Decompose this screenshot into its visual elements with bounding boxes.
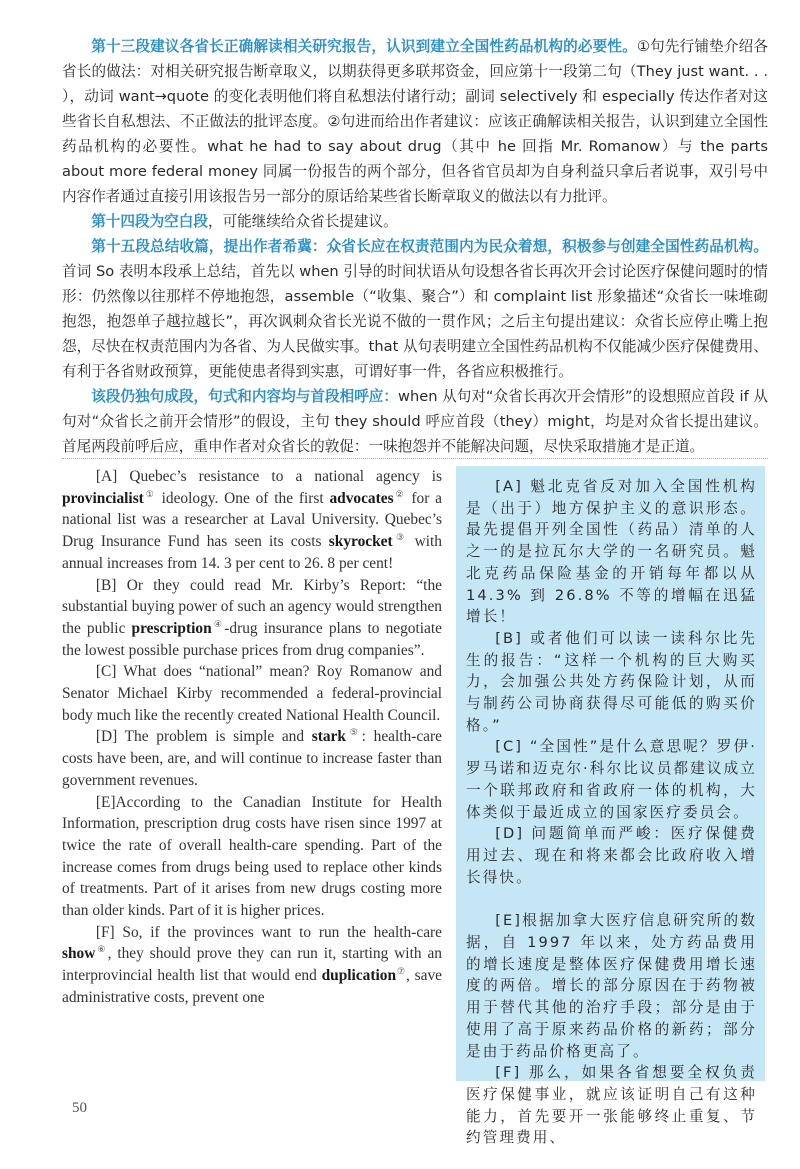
- paragraph-14-body: ，可能继续给众省长提建议。: [207, 213, 398, 230]
- footnote-marker-6: ⑥: [95, 944, 108, 955]
- section-divider: [62, 458, 768, 459]
- analysis-section: [62, 34, 768, 459]
- option-d-label: [D]: [95, 728, 118, 746]
- footnote-marker-5: ⑤: [345, 727, 362, 738]
- paragraph-15-body: 首词 So 表明本段承上总结，首先以 when 引导的时间状语从句设想各省长再次开会讨论医疗保健问题时的情形：仍然像以往那样不停地抱怨，assemble（“收集、聚合”）和 complaint list 形象描述“众省长一味堆砌抱怨，抱怨单子越拉越长”，再次讽刺众省长光说不做的一贯作风；之后主句提出建议：众省长应停止嘴上抱怨，尽快在权责范围内为各省、为人民做实事。that 从句表明建立全国性药品机构不仅能减少医疗保健费用、有利于各省财政预算，更能使患者得到实惠，可谓好事一件，各省应积极推行。: [62, 263, 768, 380]
- paragraph-14-heading: 第十四段为空白段: [91, 213, 208, 230]
- paragraph-echo-body: when 从句对“众省长再次开会情形”的设想照应首段 if 从句对“众省长之前开会情形”的假设，主句 they should 呼应首段（they）might，均是对众省长提出建议。首尾两段前呼后应，重申作者对众省长的敦促：一味抱怨并不能解决问题，尽快采取措施才是正道。: [62, 388, 768, 455]
- analysis-paragraph-14: [62, 209, 768, 234]
- option-e-label: [E]: [95, 793, 116, 811]
- paragraph-echo-heading: 该段仍独句成段，句式和内容均与首段相呼应：: [91, 388, 399, 405]
- footnote-marker-7: ⑦: [396, 966, 406, 977]
- option-c-label: [C]: [95, 663, 117, 681]
- option-f-chinese: [F] 那么，如果各省想要全权负责医疗保健事业，就应该证明自己有这种能力，首先要开一张能够终止重复、节约管理费用、: [466, 1064, 757, 1147]
- vocab-show: show: [62, 945, 96, 963]
- paragraph-15-heading: 第十五段总结收篇，提出作者希冀：众省长应在权责范围内为民众着想，积极参与创建全国性药品机构。: [91, 238, 768, 255]
- option-b-english: [62, 575, 442, 662]
- option-a-english: [62, 466, 442, 575]
- option-b-label: [B]: [95, 576, 117, 594]
- vocab-advocates: advocates: [329, 489, 394, 507]
- page-number: 50: [72, 1100, 87, 1116]
- option-e-chinese: [E]根据加拿大医疗信息研究所的数据，自 1997 年以来，处方药品费用的增长速度是整体医疗保健费用增长速度的两倍。增长的部分原因在于药物被用于替代其他的治疗手段；部分是由于使用了高于原来药品价格的新药；部分是由于药品价格更高了。: [466, 912, 757, 1060]
- option-c-text-1: What does “national” mean? Roy Romanow and Senator Michael Kirby recommended a federal-provincial body much like the recently created National Health Council.: [62, 663, 442, 724]
- vocab-stark: stark: [311, 728, 346, 746]
- paragraph-13-heading: 第十三段建议各省长正确解读相关研究报告，认识到建立全国性药品机构的必要性。: [91, 38, 637, 55]
- analysis-paragraph-15: [62, 234, 768, 384]
- paragraph-13-body: ①句先行铺垫介绍各省长的做法：对相关研究报告断章取义，以期获得更多联邦资金，回应第十一段第二句（They just want. . . ），动词 want→quote 的变化表明他们将自私想法付诸行动；副词 selectively 和 especially 传达作者对这些省长自私想法、不正做法的批评态度。②句进而给出作者建议：应该正确解读相关报告，认识到建立全国性药品机构的必要性。what he had to say about drug（其中 he 回指 Mr. Romanow）与 the parts about more federal money 同属一份报告的两个部分，但各省官员却为自身利益只拿后者说事，双引号中内容作者通过直接引用该报告另一部分的原话给某些省长断章取义的做法以有力批评。: [62, 38, 768, 205]
- option-f-english: [62, 922, 442, 1009]
- option-b-text-1: Or they could read Mr. Kirby’s Report: “the substantial buying power of such an agency would strengthen the public: [62, 576, 442, 637]
- analysis-paragraph-13: [62, 34, 768, 209]
- footnote-marker-1: ①: [143, 488, 156, 499]
- footnote-marker-4: ④: [211, 618, 225, 629]
- english-options-column: [62, 466, 442, 1009]
- option-a-label: [A]: [95, 468, 118, 485]
- option-c-english: [62, 661, 442, 726]
- option-e-english: [62, 792, 442, 922]
- option-a-text-3: for a national list was a researcher at Laval University. Quebec’s Drug Insurance Fund has seen its costs: [62, 489, 442, 551]
- option-f-text-2: , they should prove they can run it, starting with an interprovincial health list that would end: [62, 945, 442, 985]
- option-a-text-1: Quebec’s resistance to a national agency is: [117, 468, 442, 485]
- footnote-marker-3: ③: [392, 531, 408, 542]
- option-a-text-2: ideology. One of the first: [155, 489, 330, 507]
- option-f-text-3: , save administrative costs, prevent one: [62, 967, 442, 1006]
- vocab-skyrocket: skyrocket: [328, 533, 393, 551]
- option-d-text-1: The problem is simple and: [117, 728, 312, 746]
- option-f-text-1: So, if the provinces want to run the health-care: [114, 923, 442, 941]
- option-d-english: [62, 726, 442, 791]
- option-a-text-4: with annual increases from 14. 3 per cent to 26. 8 per cent!: [62, 533, 442, 572]
- option-b-chinese: [B] 或者他们可以读一读科尔比先生的报告：“这样一个机构的巨大购买力，会加强公共处方药保险计划，从而与制药公司协商获得尽可能低的购买价格。”: [466, 629, 757, 734]
- vocab-provincialist: provincialist: [62, 489, 144, 507]
- option-e-text-1: According to the Canadian Institute for Health Information, prescription drug costs have risen since 1997 at twice the rate of overall health-care spending. Part of the increase comes from drugs being used to replace other kinds of treatments. Part of it arises from new drugs costing more than older kinds. Part of it is higher prices.: [62, 793, 442, 920]
- option-a-chinese: [A] 魁北克省反对加入全国性机构是（出于）地方保护主义的意识形态。最先提倡开列全国性（药品）清单的人之一的是拉瓦尔大学的一名研究员。魁北克药品保险基金的开销每年都以从 14.3% 到 26.8% 不等的增幅在迅猛增长！: [466, 478, 757, 626]
- option-b-text-2: -drug insurance plans to negotiate the lowest possible purchase prices from drug companies”.: [62, 619, 442, 659]
- option-d-text-2: : health-care costs have been, are, and will continue to increase faster than government revenues.: [62, 728, 442, 789]
- vocab-duplication: duplication: [321, 967, 397, 985]
- footnote-marker-2: ②: [393, 488, 406, 499]
- analysis-paragraph-echo: [62, 384, 768, 459]
- option-d-chinese: [D] 问题简单而严峻：医疗保健费用过去、现在和将来都会比政府收入增长得快。: [466, 825, 757, 886]
- vocab-prescription: prescription: [131, 619, 212, 637]
- chinese-translation-box: [456, 466, 765, 1147]
- spacer: [466, 888, 757, 910]
- option-c-chinese: [C] “全国性”是什么意思呢？罗伊·罗马诺和迈克尔·科尔比议员都建议成立一个联邦政府和省政府一体的机构，大体类似于最近成立的国家医疗委员会。: [466, 738, 757, 821]
- option-f-label: [F]: [95, 923, 115, 941]
